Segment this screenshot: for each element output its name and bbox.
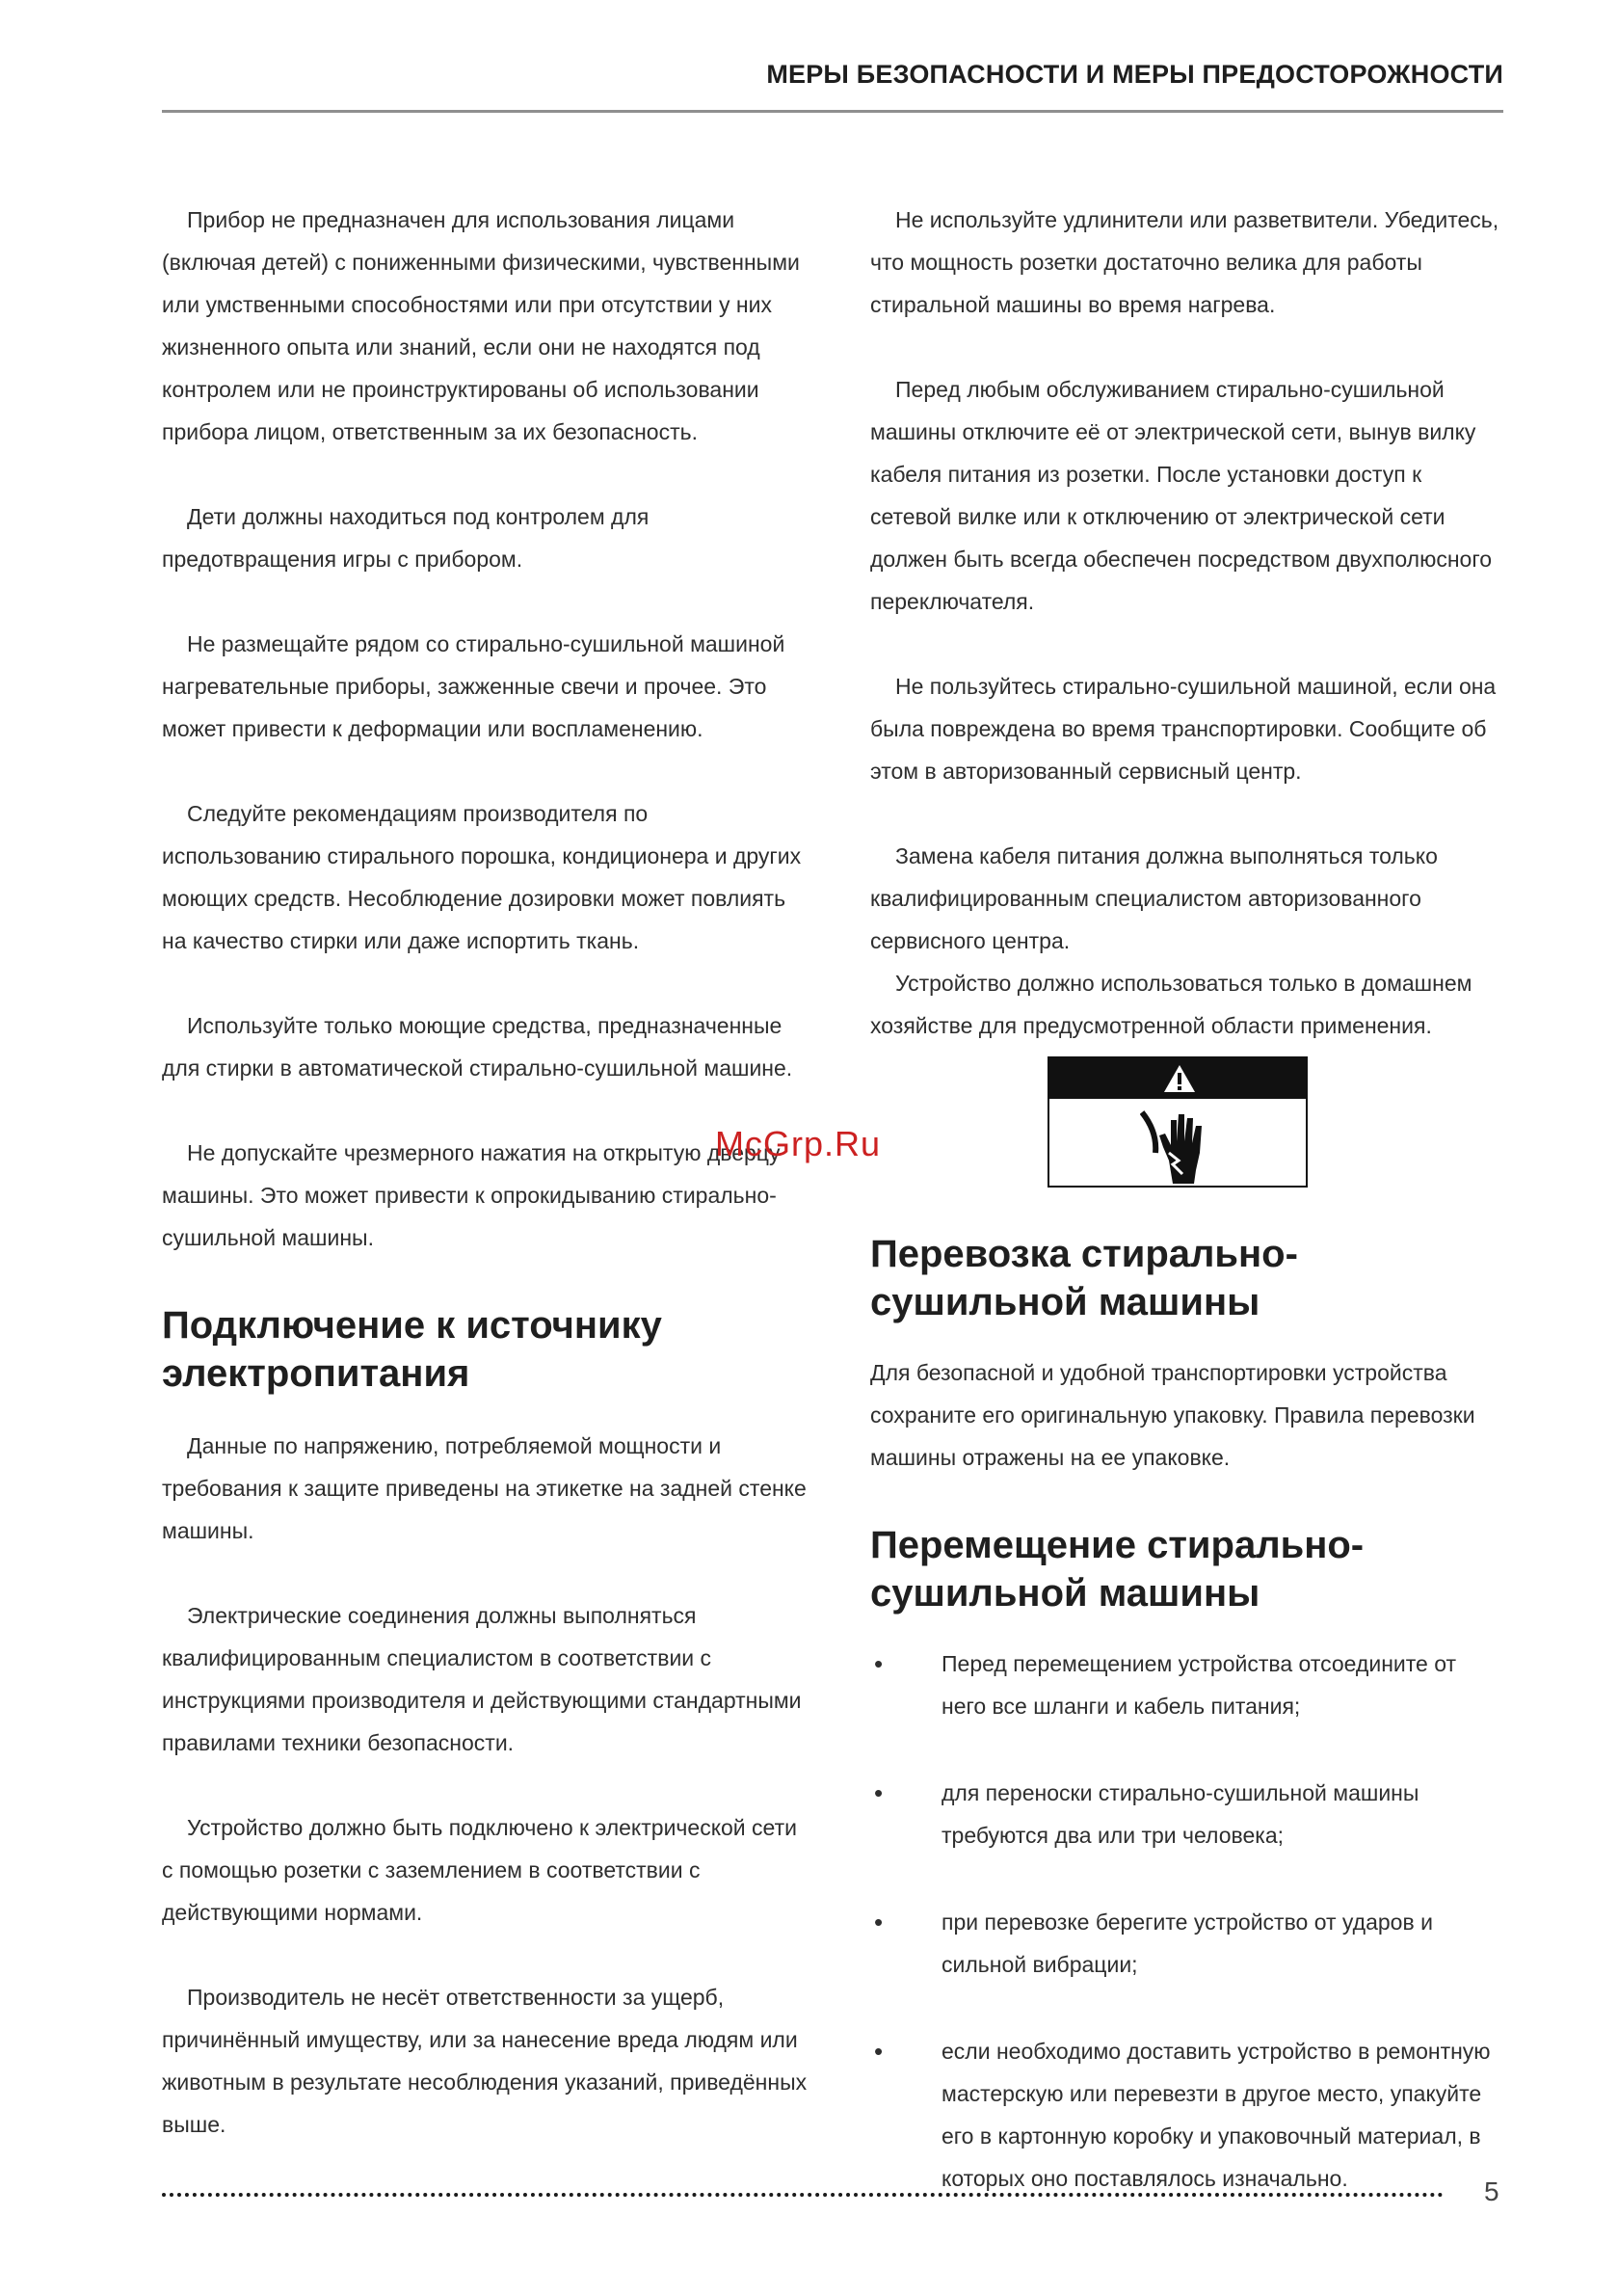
paragraph: Для безопасной и удобной транспортировки устройства сохраните его оригинальную упаковку. Правила перевозки машины отражены на ее упаковке. xyxy=(870,1360,1475,1470)
right-column xyxy=(870,199,1506,2244)
paragraph: Производитель не несёт ответственности за ущерб, причинённый имуществу, или за нанесение вреда людям или животным в результате несоблюдения указаний, приведённых выше. xyxy=(162,1985,808,2137)
footer-dotted-rule xyxy=(162,2193,1444,2197)
paragraph: Устройство должно использоваться только в домашнем хозяйстве для предусмотренной области применения. xyxy=(870,971,1472,1038)
list-item xyxy=(870,1772,1506,1856)
paragraph: Дети должны находиться под контролем для предотвращения игры с прибором. xyxy=(162,504,650,572)
bullet-icon: • xyxy=(874,1908,884,1936)
paragraph: Не размещайте рядом со стирально-сушильной машиной нагревательные приборы, зажженные свечи и прочее. Это может привести к деформации или воспламенению. xyxy=(162,631,785,741)
paragraph: Перед любым обслуживанием стирально-сушильной машины отключите её от электрической сети, вынув вилку кабеля питания из розетки. После установки доступ к сетевой вилке или к отключению от электрической сети должен быть всегда обеспечен посредством двухполюсного переключателя. xyxy=(870,377,1493,614)
moving-bullet-list xyxy=(870,1642,1506,2200)
bullet-icon: • xyxy=(874,1649,884,1678)
page-number: 5 xyxy=(1484,2176,1499,2206)
list-item xyxy=(870,1642,1506,1727)
paragraph: Устройство должно быть подключено к электрической сети с помощью розетки с заземлением в соответствии с действующими нормами. xyxy=(162,1815,797,1925)
bullet-icon: • xyxy=(874,2037,884,2066)
page-header-title: МЕРЫ БЕЗОПАСНОСТИ И МЕРЫ ПРЕДОСТОРОЖНОСТИ xyxy=(766,60,1503,89)
section-title-power: Подключение к источнику электропитания xyxy=(162,1304,662,1395)
paragraph: Следуйте рекомендациям производителя по использованию стирального порошка, кондиционера и других моющих средств. Несоблюдение дозировки может повлиять на качество стирки или даже испортить ткань. xyxy=(162,801,802,953)
electric-shock-warning-icon xyxy=(1048,1056,1308,1188)
paragraph: Не используйте удлинители или разветвители. Убедитесь, что мощность розетки достаточно велика для работы стиральной машины во время нагрева. xyxy=(870,207,1499,317)
list-item xyxy=(870,2030,1506,2200)
shock-hand-icon xyxy=(1140,1103,1217,1186)
paragraph: Прибор не предназначен для использования лицами (включая детей) с пониженными физическими, чувственными или умственными способностями или при отсутствии у них жизненного опыта или знаний, если они не находятся под контролем или не проинструктированы об использовании прибора лицом, ответственным за их безопасность. xyxy=(162,207,800,444)
list-item-text: если необходимо доставить устройство в ремонтную мастерскую или перевезти в другое место, упакуйте его в картонную коробку и упаковочный материал, в которых оно поставлялось изначально. xyxy=(942,2039,1491,2191)
bullet-icon: • xyxy=(874,1778,884,1807)
paragraph: Не допускайте чрезмерного нажатия на открытую дверцу машины. Это может привести к опрокидыванию стирально-сушильной машины. xyxy=(162,1140,781,1250)
warning-triangle-icon xyxy=(1163,1064,1196,1093)
list-item-text: для переноски стирально-сушильной машины требуются два или три человека; xyxy=(942,1780,1419,1848)
paragraph: Электрические соединения должны выполняться квалифицированным специалистом в соответствии с инструкциями производителя и действующими стандартными правилами техники безопасности. xyxy=(162,1603,802,1755)
paragraph: Не пользуйтесь стирально-сушильной машиной, если она была повреждена во время транспортировки. Сообщите об этом в авторизованный сервисный центр. xyxy=(870,674,1497,784)
watermark-text: McGrp.Ru xyxy=(715,1124,882,1163)
section-title-moving: Перемещение стирально-сушильной машины xyxy=(870,1524,1365,1615)
paragraph: Данные по напряжению, потребляемой мощности и требования к защите приведены на этикетке на задней стенке машины. xyxy=(162,1433,807,1543)
paragraph: Используйте только моющие средства, предназначенные для стирки в автоматической стирально-сушильной машине. xyxy=(162,1013,793,1081)
left-column xyxy=(162,199,809,2146)
paragraph: Замена кабеля питания должна выполняться только квалифицированным специалистом авторизованного сервисного центра. xyxy=(870,843,1438,953)
list-item-text: при перевозке берегите устройство от ударов и сильной вибрации; xyxy=(942,1909,1433,1977)
header-rule xyxy=(162,110,1503,113)
list-item-text: Перед перемещением устройства отсоедините от него все шланги и кабель питания; xyxy=(942,1651,1457,1719)
section-title-transport: Перевозка стирально-сушильной машины xyxy=(870,1233,1298,1323)
list-item xyxy=(870,1901,1506,1986)
